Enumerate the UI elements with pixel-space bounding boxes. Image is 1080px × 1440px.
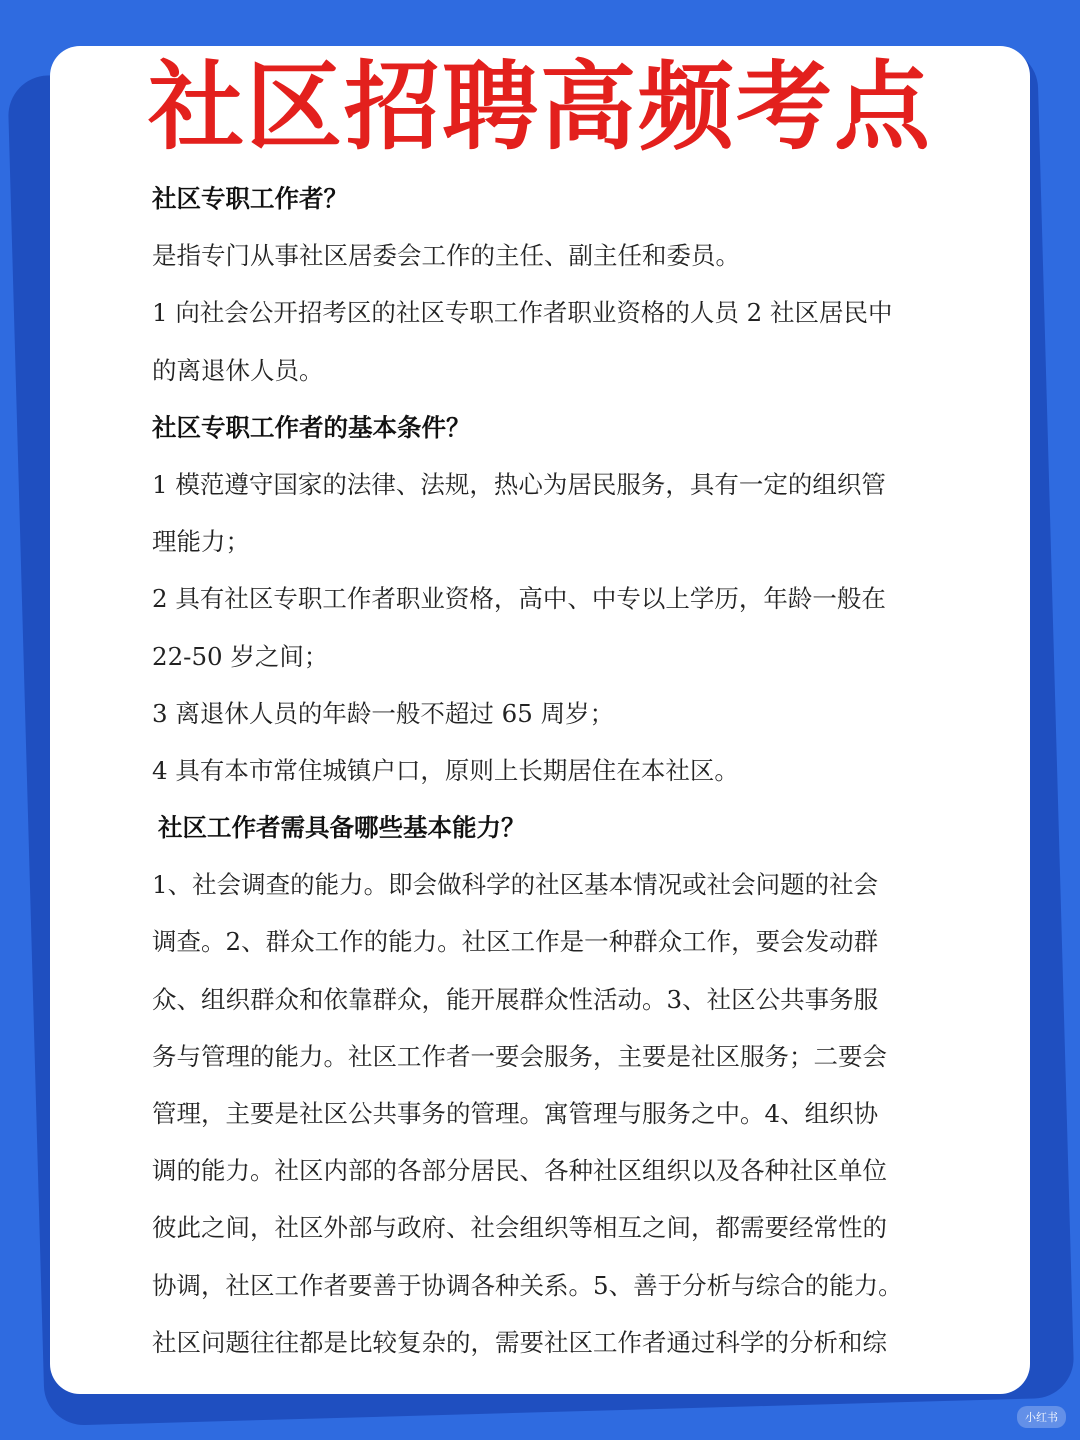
paragraph-line: 调查。2、群众工作的能力。社区工作是一种群众工作，要会发动群 [152, 927, 879, 957]
paragraph-line: 理能力； [152, 527, 250, 557]
paragraph-line: 1 模范遵守国家的法律、法规，热心为居民服务，具有一定的组织管 [152, 469, 886, 499]
paragraph-line: 彼此之间，社区外部与政府、社会组织等相互之间，都需要经常性的 [152, 1213, 887, 1243]
section-heading: 社区专职工作者的基本条件？ [152, 412, 471, 442]
paragraph-line: 2 具有社区专职工作者职业资格，高中、中专以上学历，年龄一般在 [152, 584, 886, 614]
paragraph-line: 务与管理的能力。社区工作者一要会服务，主要是社区服务；二要会 [152, 1041, 887, 1071]
page-title: 社区招聘高频考点 [148, 51, 932, 163]
section-heading: 社区专职工作者？ [152, 184, 348, 213]
paragraph-line: 3 离退休人员的年龄一般不超过 65 周岁； [152, 698, 615, 728]
section-heading: 社区工作者需具备哪些基本能力？ [158, 813, 526, 843]
paragraph-line: 4 具有本市常住城镇户口，原则上长期居住在本社区。 [152, 755, 739, 785]
paragraph-line: 1 向社会公开招考区的社区专职工作者职业资格的人员 2 社区居民中 [152, 298, 893, 328]
paragraph-line: 1、社会调查的能力。即会做科学的社区基本情况或社会问题的社会 [152, 870, 879, 900]
paragraph-line: 管理，主要是社区公共事务的管理。寓管理与服务之中。4、组织协 [152, 1099, 879, 1128]
paragraph-line: 是指专门从事社区居委会工作的主任、副主任和委员。 [152, 241, 740, 271]
paragraph-line: 的离退休人员。 [152, 355, 324, 385]
paragraph-line: 社区问题往往都是比较复杂的，需要社区工作者通过科学的分析和综 [152, 1327, 887, 1357]
watermark: 小红书 [1017, 1406, 1066, 1428]
paragraph-line: 协调，社区工作者要善于协调各种关系。5、善于分析与综合的能力。 [152, 1270, 903, 1300]
paragraph-line: 调的能力。社区内部的各部分居民、各种社区组织以及各种社区单位 [152, 1156, 887, 1186]
article-body [152, 170, 922, 1371]
paragraph-line: 众、组织群众和依靠群众，能开展群众性活动。3、社区公共事务服 [152, 984, 879, 1014]
paragraph-line: 22-50 岁之间； [152, 641, 329, 671]
